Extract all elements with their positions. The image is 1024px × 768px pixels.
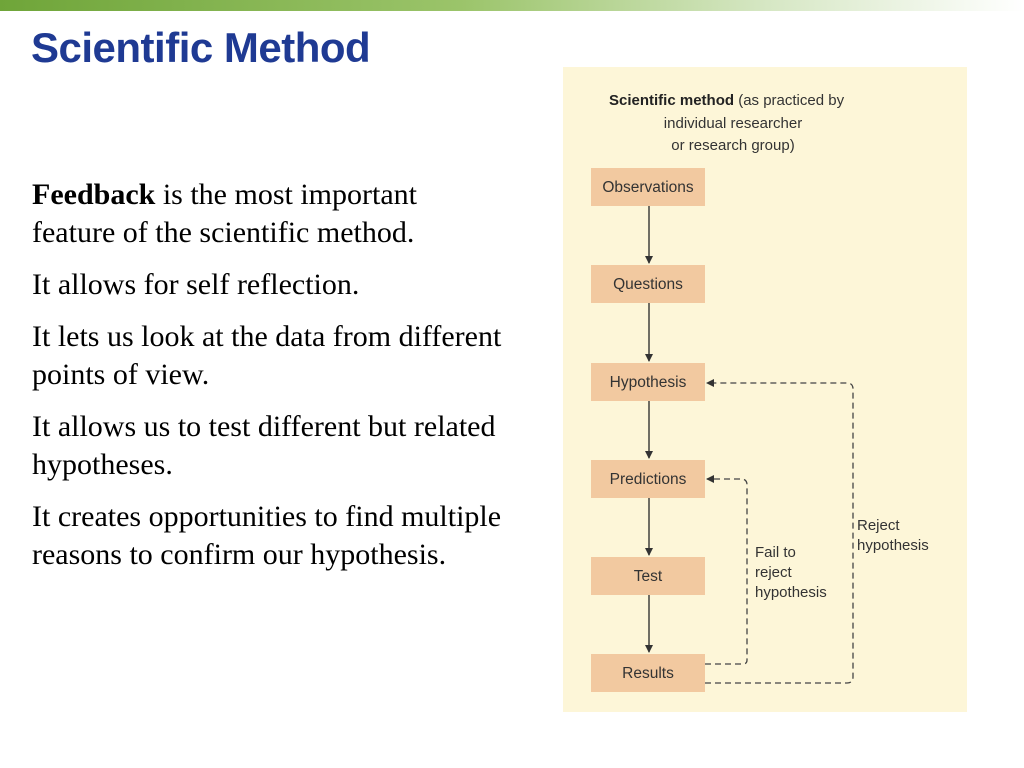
fail-label-line1: Fail to [755, 544, 796, 561]
diagram-heading-line1 [609, 92, 845, 109]
slide-title: Scientific Method [31, 24, 371, 71]
top-gradient-bar [0, 0, 1024, 11]
label-results: Results [622, 665, 674, 682]
body-text [32, 176, 502, 588]
paragraph-self-reflection: It allows for self reflection. [32, 268, 360, 301]
paragraph-points-of-view: It lets us look at the data from different points of view. [32, 320, 502, 391]
label-questions: Questions [613, 276, 683, 293]
diagram-svg [563, 67, 967, 712]
label-hypothesis: Hypothesis [609, 374, 687, 391]
diagram-heading-rest: (as practiced by [734, 92, 845, 109]
label-predictions: Predictions [609, 471, 687, 488]
paragraph-test-hypotheses: It allows us to test different but related hypotheses. [32, 410, 496, 481]
reject-label-line2: hypothesis [857, 537, 929, 554]
diagram-heading-bold: Scientific method [609, 92, 735, 109]
diagram-heading-line3: or research group) [671, 137, 795, 154]
fail-label-line2: reject [755, 564, 792, 581]
feedback-bold: Feedback [32, 178, 156, 211]
paragraph-confirm-hypothesis: It creates opportunities to find multiple reasons to confirm our hypothesis. [32, 500, 502, 571]
dashed-arrow-reject [705, 383, 853, 683]
label-test: Test [633, 568, 663, 585]
feedback-text: is the most important feature of the scientific method. [32, 178, 417, 249]
fail-label-line3: hypothesis [755, 584, 827, 601]
paragraph-feedback [32, 176, 502, 252]
diagram-heading-line2: individual researcher [663, 115, 803, 132]
scientific-method-diagram [563, 67, 967, 712]
reject-label-line1: Reject [857, 517, 900, 534]
label-observations: Observations [602, 179, 694, 196]
dashed-arrow-fail-to-reject [705, 479, 747, 664]
